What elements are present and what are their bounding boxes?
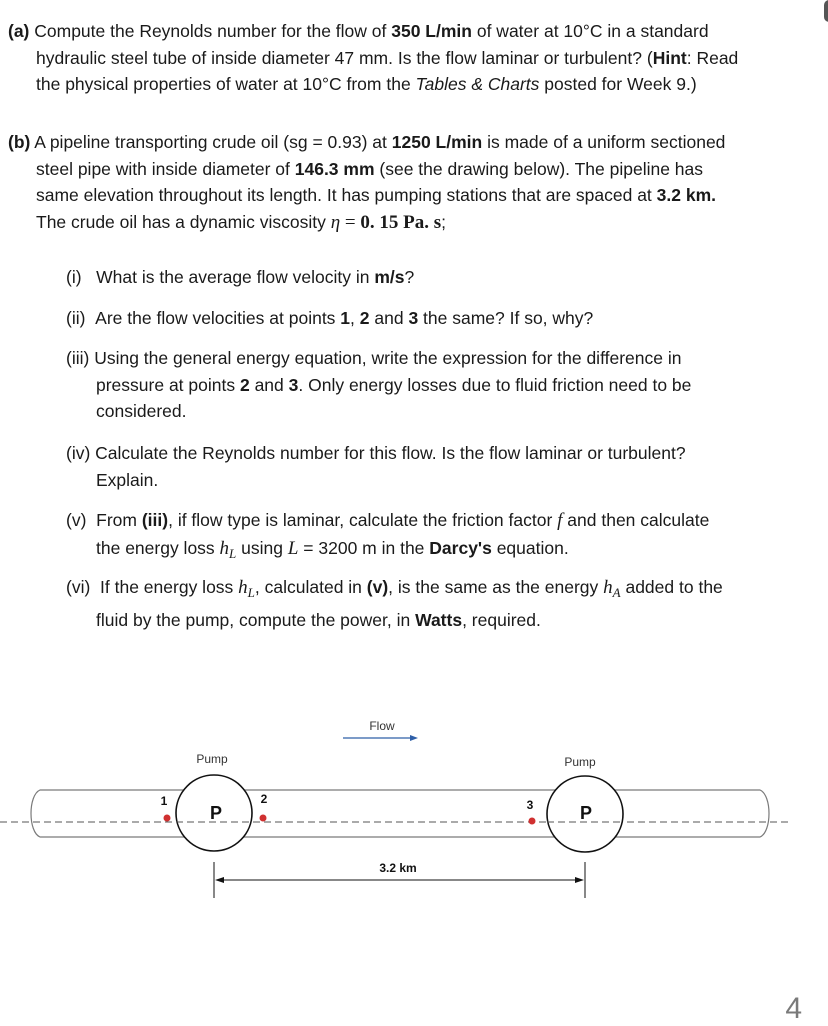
part-ii [66,305,806,332]
subscript: L [229,545,237,561]
text: A pipeline transporting crude oil (sg = 0.93) at [30,132,392,152]
text: , [350,308,360,328]
equals: = [340,211,361,233]
point-ref: 3 [408,308,419,328]
text: and then calculate [562,510,710,530]
pipeline-diagram [0,700,828,910]
flow-arrowhead [410,735,418,741]
point-1-label: 1 [160,794,168,808]
text: the same? If so, why? [418,308,594,328]
dimension-arrow-left [215,877,224,883]
friction-symbol: f [557,510,563,531]
question-b [8,129,808,236]
text: , is the same as the energy [388,577,604,597]
dimension-arrow-right [575,877,584,883]
h-symbol: h [603,577,613,598]
text: : Read [686,47,739,68]
pump-label-right: Pump [564,755,596,769]
text: and [249,374,289,395]
h-symbol: h [238,577,248,598]
text: If the energy loss [100,577,239,597]
flow-label: Flow [369,719,395,733]
point-ref: 2 [239,374,250,395]
text: = 3200 m in the [298,537,430,558]
text: . Only energy losses due to fluid friction need to be [298,374,692,395]
text: , calculated in [254,577,367,597]
part-iv [66,440,806,493]
pump-symbol-right: P [579,803,593,823]
viscosity-value: 0. 15 Pa. s [360,211,442,233]
part-ref: (iii) [141,510,169,530]
text: Are the flow velocities at points [95,308,341,328]
text: the physical properties of water at 10°C from the [36,74,416,94]
part-label: (vi) [66,577,91,597]
h-symbol: h [219,537,230,559]
tables-charts-ref: Tables & Charts [415,74,540,94]
text: and [369,308,409,328]
text: Using the general energy equation, write the expression for the difference in [94,348,682,368]
text: using [236,537,288,558]
text: of water at 10°C in a standard [471,21,709,41]
text: pressure at points [96,374,240,395]
question-a-label: (a) [8,21,30,41]
part-label: (i) [66,267,82,287]
watts-label: Watts [415,609,463,630]
text: , required. [462,609,541,630]
text: ; [441,211,446,232]
text: Compute the Reynolds number for the flow of [29,21,392,41]
part-v [66,507,806,567]
text: , if flow type is laminar, calculate the friction factor [168,510,558,530]
spacing: 3.2 km. [656,185,717,205]
part-label: (ii) [66,308,86,328]
part-label: (iv) [66,443,91,463]
subscript: L [247,585,255,600]
text: hydraulic steel tube of inside diameter 47 mm. Is the flow laminar or turbulent? ( [36,47,653,68]
diameter: 146.3 mm [294,158,375,179]
point-3-label: 3 [526,798,534,812]
point-2-label: 2 [260,792,268,806]
part-iii [66,345,806,425]
eta-symbol: η [330,211,341,233]
length-symbol: L [287,537,299,559]
part-label: (v) [66,510,87,530]
question-a [8,18,808,98]
point-2-marker [260,815,267,822]
text: equation. [491,537,569,558]
text: considered. [96,401,187,421]
flow-rate: 350 L/min [391,21,472,41]
point-3-marker [529,818,536,825]
point-ref: 2 [359,308,370,328]
text: steel pipe with inside diameter of [36,158,295,179]
text: is made of a uniform sectioned [482,132,726,152]
flow-rate: 1250 L/min [391,132,483,152]
point-ref: 1 [340,308,351,328]
distance-label: 3.2 km [379,861,417,875]
scroll-edge [824,0,828,22]
text: the energy loss [96,537,220,558]
part-i [66,264,806,291]
text: added to the [620,577,723,597]
point-1-marker [164,815,171,822]
subscript: A [612,585,621,600]
text: What is the average flow velocity in [96,267,375,287]
text: (see the drawing below). The pipeline has [374,158,704,179]
text: From [96,510,142,530]
text: Explain. [96,469,159,490]
hint-label: Hint [652,47,687,68]
page-number: 4 [785,992,802,1025]
part-label: (iii) [66,348,90,368]
part-vi [66,574,806,633]
question-b-label: (b) [8,132,31,152]
darcy-label: Darcy's [429,537,492,558]
text: ? [404,267,415,287]
text: posted for Week 9.) [539,74,697,94]
pump-symbol-left: P [209,803,223,823]
unit: m/s [374,267,405,287]
text: The crude oil has a dynamic viscosity [36,211,331,232]
pump-label-left: Pump [196,752,228,766]
text: Calculate the Reynolds number for this flow. Is the flow laminar or turbulent? [95,443,686,463]
pipe [31,790,769,837]
part-ref: (v) [366,577,389,597]
text: fluid by the pump, compute the power, in [96,609,416,630]
text: same elevation throughout its length. It has pumping stations that are spaced at [36,185,657,205]
point-ref: 3 [288,374,299,395]
